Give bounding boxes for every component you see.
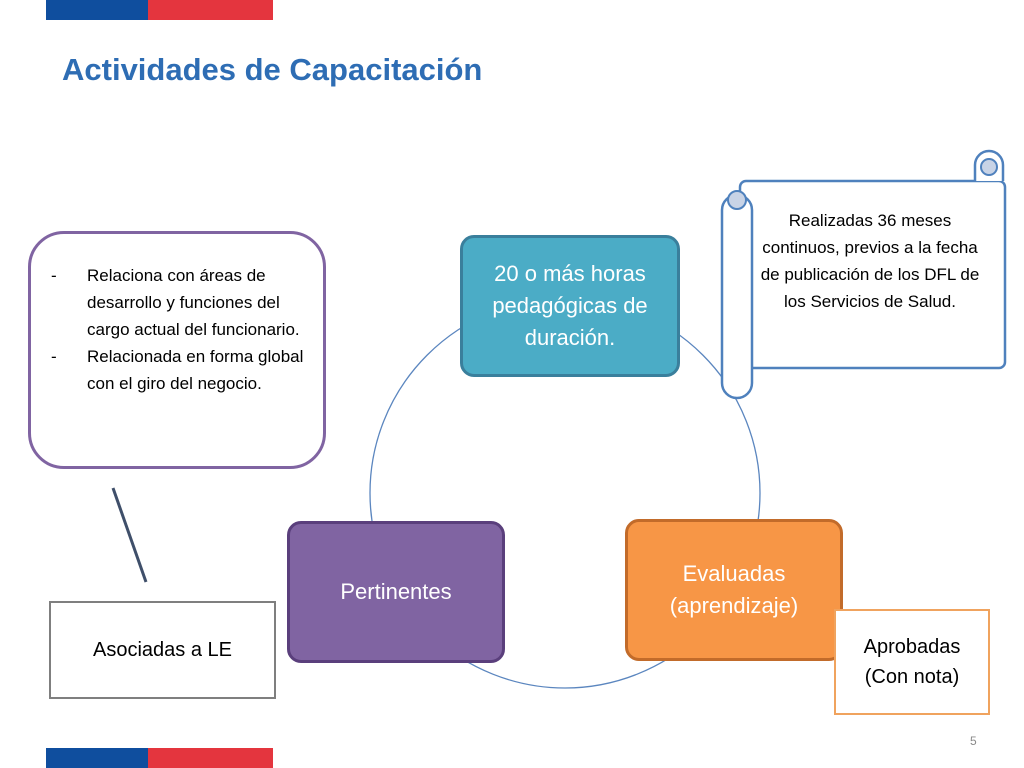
criteria-callout [28,231,326,469]
cycle-node-evaluated: Evaluadas (aprendizaje) [625,519,843,661]
criteria-list [51,262,311,397]
cycle-node-hours: 20 o más horas pedagógicas de duración. [460,235,680,377]
scroll-note-text: Realizadas 36 meses continuos, previos a la fecha de publicación de los DFL de los Servicios de Salud. [760,211,980,311]
connector-line [113,488,146,582]
criteria-item: - Relacionada en forma global con el giro del negocio. [51,347,304,393]
page-number: 5 [970,734,977,748]
criteria-item: - Relaciona con áreas de desarrollo y funciones del cargo actual del funcionario. [51,266,300,339]
cycle-node-relevant: Pertinentes [287,521,505,663]
slide-title: Actividades de Capacitación [62,52,483,87]
le-box: Asociadas a LE [49,601,276,699]
approved-box: Aprobadas (Con nota) [834,609,990,715]
